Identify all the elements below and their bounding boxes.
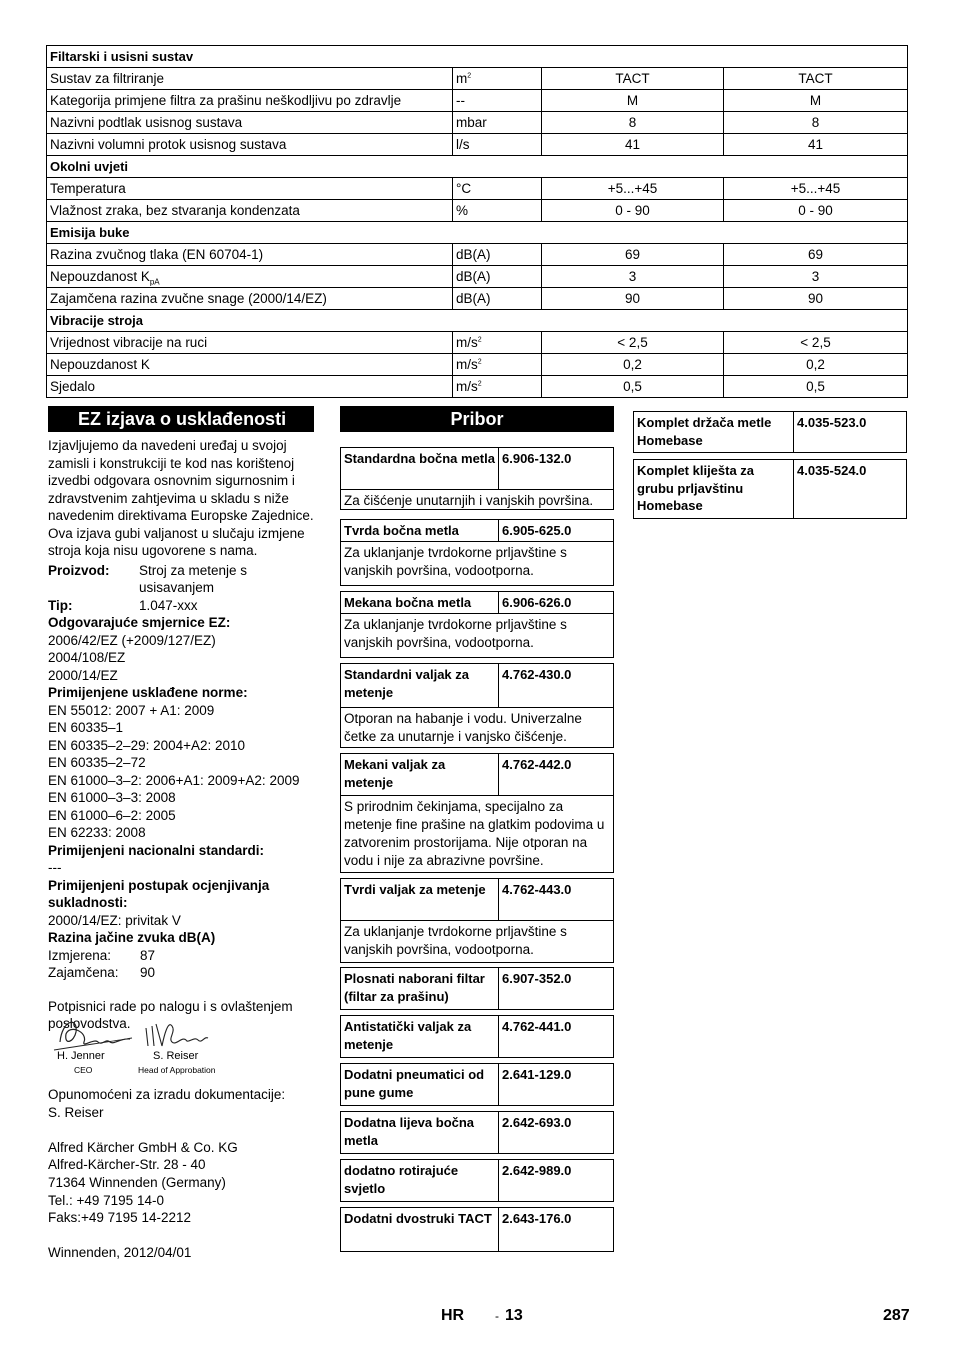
- accessory-name: Mekani valjak za metenje: [341, 754, 499, 795]
- spec-unit: [453, 68, 542, 90]
- accessory-header: [341, 664, 613, 708]
- spec-row: [47, 244, 908, 266]
- norm-item: EN 61000–3–2: 2006+A1: 2009+A2: 2009: [48, 772, 300, 788]
- measured-label: Izmjerena:: [48, 947, 112, 963]
- accessory-name: dodatno rotirajuće svjetlo: [341, 1160, 499, 1202]
- spec-label: [47, 288, 453, 310]
- accessory-order-number: 6.907-352.0: [502, 971, 572, 986]
- spec-value: 90: [724, 288, 908, 310]
- norm-item: EN 60335–1: [48, 720, 124, 735]
- accessory-name: Mekana bočna metla: [341, 592, 499, 613]
- spec-section-label: Emisija buke: [47, 222, 908, 244]
- signatures: [48, 1012, 248, 1078]
- company-city: 71364 Winnenden (Germany): [48, 1174, 226, 1190]
- spec-unit-text: °C: [456, 181, 472, 196]
- footer-language: HR: [441, 1307, 465, 1324]
- accessory-header: [341, 592, 613, 614]
- accessory-order-number: 4.762-443.0: [502, 882, 572, 897]
- accessory-header: [341, 1208, 613, 1252]
- accessory-item: [340, 753, 614, 873]
- accessory-header: [341, 1112, 613, 1154]
- place-date: Winnenden, 2012/04/01: [48, 1245, 192, 1261]
- spec-label-text: Sustav za filtriranje: [50, 71, 165, 86]
- ec-declaration-heading: EZ izjava o usklađenosti: [48, 406, 314, 432]
- accessory-description: Za uklanjanje tvrdokorne prljavštine s vanjskih površina, vodootporna.: [344, 545, 567, 578]
- spec-section-row: [47, 222, 908, 244]
- spec-unit-text: m/s: [456, 357, 478, 372]
- directives-list: [48, 632, 320, 685]
- accessory-order-number: 6.906-626.0: [502, 595, 572, 610]
- accessory-order-number: 6.906-132.0: [502, 451, 572, 466]
- spec-label: [47, 200, 453, 222]
- accessory-order-number: 2.642-693.0: [502, 1115, 572, 1130]
- spec-row: [47, 178, 908, 200]
- spec-value: < 2,5: [724, 332, 908, 354]
- spec-value: 3: [724, 266, 908, 288]
- spec-value: 69: [542, 244, 724, 266]
- accessory-header: [634, 412, 906, 452]
- accessory-name: Komplet kliješta za grubu prljavštinu Homebase: [634, 460, 794, 518]
- spec-value: M: [542, 90, 724, 112]
- accessory-order-number: 4.035-524.0: [797, 463, 867, 478]
- spec-value: 90: [542, 288, 724, 310]
- spec-row: [47, 266, 908, 288]
- spec-value: 0,5: [542, 376, 724, 398]
- spec-label-text: Nepouzdanost K: [50, 357, 150, 372]
- accessory-item: [340, 663, 614, 748]
- accessory-header: [634, 460, 906, 518]
- technical-data-table: [46, 45, 908, 398]
- product-line: [48, 562, 320, 597]
- spec-unit-text: %: [456, 203, 469, 218]
- accessory-description: Otporan na habanje i vodu. Univerzalne četke za unutarnje i vanjsko čišćenje.: [344, 711, 582, 744]
- accessory-order-number: 6.905-625.0: [502, 523, 572, 538]
- spec-unit-text: dB(A): [456, 269, 491, 284]
- guaranteed-label: Zajamčena:: [48, 965, 119, 980]
- spec-label: [47, 376, 453, 398]
- spec-label-text: Nazivni podtlak usisnog sustava: [50, 115, 243, 130]
- norms-label: Primijenjene usklađene norme:: [48, 685, 248, 700]
- accessory-item: [340, 878, 614, 963]
- measured-value: 87: [140, 947, 156, 963]
- signer2-name: S. Reiser: [153, 1050, 199, 1062]
- accessories-heading: Pribor: [340, 406, 614, 432]
- spec-unit: [453, 376, 542, 398]
- type-line: [48, 597, 320, 615]
- accessory-description: Za uklanjanje tvrdokorne prljavštine s vanjskih površina, vodootporna.: [344, 617, 567, 650]
- spec-row: [47, 376, 908, 398]
- measured-line: [48, 947, 320, 965]
- signatories-text: Potpisnici rade po nalogu i s ovlaštenjem poslovodstva.: [48, 998, 293, 1031]
- spec-value: TACT: [724, 68, 908, 90]
- norm-item: EN 60335–2–29: 2004+A2: 2010: [48, 737, 246, 753]
- accessory-header: [341, 520, 613, 542]
- norm-item: EN 61000–3–3: 2008: [48, 790, 176, 805]
- accessory-order-number: 4.762-430.0: [502, 667, 572, 682]
- spec-label: [47, 266, 453, 288]
- accessory-name: Standardni valjak za metenje: [341, 664, 499, 707]
- spec-row: [47, 200, 908, 222]
- authorised-label: Opunomoćeni za izradu dokumentacije:: [48, 1087, 286, 1102]
- norm-item: EN 62233: 2008: [48, 825, 146, 840]
- spec-value: 0,2: [724, 354, 908, 376]
- spec-label: [47, 354, 453, 376]
- accessory-order-number: 2.642-989.0: [502, 1163, 572, 1178]
- accessory-item: [340, 1159, 614, 1202]
- signer1-role: CEO: [74, 1065, 93, 1075]
- spec-value: 0,5: [724, 376, 908, 398]
- spec-unit-text: m/s: [456, 335, 478, 350]
- accessory-order-number: 2.641-129.0: [502, 1067, 572, 1082]
- spec-label: [47, 134, 453, 156]
- spec-label-text: Nepouzdanost K: [50, 269, 150, 284]
- spec-unit-superscript: 2: [477, 336, 482, 344]
- company-fax: Faks:+49 7195 14-2212: [48, 1210, 191, 1226]
- spec-unit-text: m: [456, 71, 468, 86]
- accessory-header: [341, 1160, 613, 1202]
- spec-unit: [453, 178, 542, 200]
- accessory-name: Komplet držača metle Homebase: [634, 412, 794, 452]
- company-name: Alfred Kärcher GmbH & Co. KG: [48, 1139, 238, 1155]
- spec-label: [47, 178, 453, 200]
- spec-unit-text: dB(A): [456, 247, 491, 262]
- spec-section-label: Vibracije stroja: [47, 310, 908, 332]
- spec-value: 0 - 90: [542, 200, 724, 222]
- authorised-value: S. Reiser: [48, 1104, 104, 1120]
- accessory-name: Dodatna lijeva bočna metla: [341, 1112, 499, 1154]
- directives-label: Odgovarajuće smjernice EZ:: [48, 615, 231, 630]
- spec-section-row: [47, 46, 908, 68]
- sound-level-label: Razina jačine zvuka dB(A): [48, 930, 216, 945]
- spec-row: [47, 354, 908, 376]
- company-tel: Tel.: +49 7195 14-0: [48, 1192, 164, 1208]
- spec-unit: [453, 134, 542, 156]
- spec-unit: [453, 288, 542, 310]
- accessory-description: Za čišćenje unutarnjih i vanjskih površina.: [344, 493, 594, 508]
- spec-value: +5...+45: [542, 178, 724, 200]
- spec-value: < 2,5: [542, 332, 724, 354]
- spec-label-text: Vlažnost zraka, bez stvaranja kondenzata: [50, 203, 300, 218]
- spec-unit: [453, 266, 542, 288]
- ec-contact-block: [48, 1086, 328, 1262]
- spec-label-subscript: pA: [149, 277, 160, 287]
- spec-value: 41: [724, 134, 908, 156]
- product-value: Stroj za metenje s usisavanjem: [139, 562, 248, 595]
- spec-row: [47, 332, 908, 354]
- accessory-item: [340, 447, 614, 510]
- guaranteed-value: 90: [140, 965, 156, 980]
- spec-label: [47, 90, 453, 112]
- accessory-header: [341, 968, 613, 1010]
- spec-unit: [453, 200, 542, 222]
- accessory-description: Za uklanjanje tvrdokorne prljavštine s vanjskih površina, vodootporna.: [344, 924, 567, 957]
- spec-unit: [453, 90, 542, 112]
- spec-unit-text: dB(A): [456, 291, 491, 306]
- signer2-role: Head of Approbation: [138, 1065, 216, 1075]
- spec-value: 8: [724, 112, 908, 134]
- spec-unit-text: --: [456, 93, 465, 108]
- spec-value: 0 - 90: [724, 200, 908, 222]
- norms-list: [48, 702, 320, 842]
- spec-value: 8: [542, 112, 724, 134]
- spec-section-label: Okolni uvjeti: [47, 156, 908, 178]
- spec-unit-text: l/s: [456, 137, 470, 152]
- norm-item: EN 55012: 2007 + A1: 2009: [48, 702, 215, 718]
- accessory-header: [341, 754, 613, 796]
- accessory-name: Dodatni dvostruki TACT: [341, 1208, 499, 1252]
- footer-dash: -: [495, 1309, 499, 1323]
- procedure-label: Primijenjeni postupak ocjenjivanja sukladnosti:: [48, 877, 270, 910]
- national-standards-value: ---: [48, 860, 62, 875]
- accessory-name: Tvrdi valjak za metenje: [341, 879, 499, 920]
- spec-unit-superscript: 2: [467, 72, 472, 80]
- company-street: Alfred-Kärcher-Str. 28 - 40: [48, 1157, 206, 1173]
- accessory-name: Plosnati naborani filtar (filtar za prašinu): [341, 968, 499, 1010]
- accessory-name: Antistatički valjak za metenje: [341, 1016, 499, 1058]
- accessory-item: [340, 967, 614, 1010]
- procedure-value: 2000/14/EZ: privitak V: [48, 912, 181, 928]
- norm-item: EN 61000–6–2: 2005: [48, 807, 176, 823]
- spec-section-row: [47, 310, 908, 332]
- spec-unit: [453, 354, 542, 376]
- spec-row: [47, 68, 908, 90]
- spec-unit-text: m/s: [456, 379, 478, 394]
- spec-row: [47, 288, 908, 310]
- spec-section-row: [47, 156, 908, 178]
- spec-value: 3: [542, 266, 724, 288]
- national-standards-label: Primijenjeni nacionalni standardi:: [48, 842, 265, 858]
- spec-value: 41: [542, 134, 724, 156]
- spec-value: 0,2: [542, 354, 724, 376]
- spec-row: [47, 90, 908, 112]
- spec-label-text: Nazivni volumni protok usisnog sustava: [50, 137, 287, 152]
- footer-page-number: 287: [883, 1307, 910, 1324]
- accessory-name: Dodatni pneumatici od pune gume: [341, 1064, 499, 1106]
- spec-value: TACT: [542, 68, 724, 90]
- signer1-name: H. Jenner: [57, 1050, 105, 1062]
- spec-value: +5...+45: [724, 178, 908, 200]
- accessory-item: [633, 411, 907, 453]
- accessory-name: Tvrda bočna metla: [341, 520, 499, 541]
- spec-value: M: [724, 90, 908, 112]
- spec-unit: [453, 112, 542, 134]
- type-value: 1.047-xxx: [139, 597, 198, 613]
- type-label: Tip:: [48, 597, 73, 613]
- spec-label-text: Temperatura: [50, 181, 126, 196]
- spec-unit: [453, 244, 542, 266]
- spec-unit-text: mbar: [456, 115, 487, 130]
- directive-item: 2006/42/EZ (+2009/127/EZ): [48, 632, 216, 648]
- accessory-order-number: 4.762-441.0: [502, 1019, 572, 1034]
- spec-value: 69: [724, 244, 908, 266]
- spec-unit-superscript: 2: [477, 358, 482, 366]
- spec-label-text: Vrijednost vibracije na ruci: [50, 335, 208, 350]
- accessory-header: [341, 1064, 613, 1106]
- accessory-header: [341, 879, 613, 921]
- accessory-header: [341, 1016, 613, 1058]
- accessory-description: S prirodnim čekinjama, specijalno za metenje fine prašine na glatkim podovima u zatvorenim prostorijama. Nije otporan na vodu i nije za abrazivne površine.: [344, 799, 605, 868]
- spec-unit: [453, 332, 542, 354]
- ec-declaration-body: [48, 437, 320, 1033]
- directive-item: 2004/108/EZ: [48, 650, 126, 665]
- norm-item: EN 60335–2–72: [48, 755, 146, 770]
- spec-label-text: Zajamčena razina zvučne snage (2000/14/EZ): [50, 291, 327, 306]
- spec-row: [47, 112, 908, 134]
- footer-section-page: 13: [505, 1307, 523, 1324]
- spec-label-text: Sjedalo: [50, 379, 96, 394]
- guaranteed-line: [48, 964, 320, 982]
- spec-unit-superscript: 2: [477, 380, 482, 388]
- accessory-item: [340, 1207, 614, 1252]
- accessory-item: [340, 1063, 614, 1106]
- accessory-order-number: 2.643-176.0: [502, 1211, 572, 1226]
- spec-section-label: Filtarski i usisni sustav: [47, 46, 908, 68]
- directive-item: 2000/14/EZ: [48, 667, 118, 683]
- accessory-order-number: 4.035-523.0: [797, 415, 867, 430]
- accessory-item: [340, 519, 614, 586]
- spec-label: [47, 332, 453, 354]
- accessory-header: [341, 448, 613, 490]
- product-label: Proizvod:: [48, 562, 110, 578]
- spec-label: [47, 112, 453, 134]
- spec-label: [47, 244, 453, 266]
- spec-label: [47, 68, 453, 90]
- spec-label-text: Razina zvučnog tlaka (EN 60704-1): [50, 247, 264, 262]
- accessory-item: [340, 1111, 614, 1154]
- spec-row: [47, 134, 908, 156]
- accessory-name: Standardna bočna metla: [341, 448, 499, 489]
- ec-intro: Izjavljujemo da navedeni uređaj u svojoj zamisli i konstrukciji te kod nas korištenoj izvedbi odgovara osnovnim sigurnosnim i zdravstvenim zahtjevima u skladu s niže navedenim direktivama Europske Zajednice. Ova izjava gubi valjanost u slučaju izmjene stroja koja nisu ugovorene s nama.: [48, 438, 314, 558]
- accessory-item: [340, 591, 614, 658]
- accessory-item: [340, 1015, 614, 1058]
- accessory-order-number: 4.762-442.0: [502, 757, 572, 772]
- accessory-item: [633, 459, 907, 519]
- spec-label-text: Kategorija primjene filtra za prašinu neškodljivu po zdravlje: [50, 93, 402, 108]
